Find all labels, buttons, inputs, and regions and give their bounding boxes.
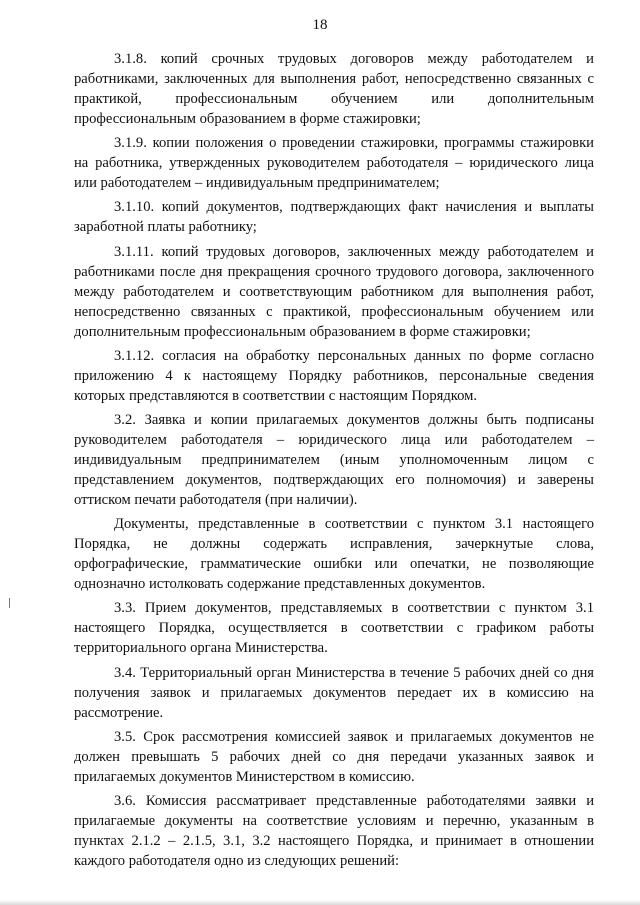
paragraph-3-5: 3.5. Срок рассмотрения комиссией заявок и прилагаемых документов не должен превышать 5 рабочих дней со дня передачи указанных заявок и прилагаемых документов Министерством в комиссию. bbox=[74, 728, 594, 785]
paragraph-3-1-8: 3.1.8. копий срочных трудовых договоров между работодателем и работниками, заключенных для выполнения работ, непосредственно связанных с практикой, профессиональным обучением или дополнительным профессиональным образованием в форме стажировки; bbox=[74, 51, 594, 127]
document-body bbox=[74, 49, 594, 871]
paragraph-3-4: 3.4. Территориальный орган Министерства в течение 5 рабочих дней со дня получения заявок и прилагаемых документов передает их в комиссию на рассмотрение. bbox=[74, 664, 594, 721]
paragraph-3-2: 3.2. Заявка и копии прилагаемых документов должны быть подписаны руководителем работодателя – юридического лица или работодателем – индивидуальным предпринимателем (иным уполномоченным лицом с представлением документов, подтверждающих его полномочия) и заверены оттиском печати работодателя (при наличии). bbox=[74, 411, 594, 508]
scan-bottom-edge bbox=[0, 900, 640, 905]
paragraph-documents-requirements: Документы, представленные в соответствии с пунктом 3.1 настоящего Порядка, не должны содержать исправления, зачеркнутые слова, орфографические, грамматические ошибки или опечатки, не позволяющие однозначно истолковать содержание представленных документов. bbox=[74, 516, 594, 593]
paragraph-3-3: 3.3. Прием документов, представляемых в соответствии с пунктом 3.1 настоящего Порядка, осуществляется в соответствии с графиком работы территориального органа Министерства. bbox=[74, 600, 594, 657]
scan-margin-mark bbox=[9, 598, 10, 608]
page-number: 18 bbox=[312, 17, 328, 33]
paragraph-3-6: 3.6. Комиссия рассматривает представленные работодателями заявки и прилагаемые документы на соответствие условиям и перечню, указанным в пунктах 2.1.2 – 2.1.5, 3.1, 3.2 настоящего Порядка, и принимает в отношении каждого работодателя одно из следующих решений: bbox=[74, 792, 594, 869]
paragraph-3-1-12: 3.1.12. согласия на обработку персональных данных по форме согласно приложению 4 к настоящему Порядку работников, персональные сведения которых представляются в соответствии с настоящим Порядком. bbox=[74, 347, 594, 404]
paragraph-3-1-9: 3.1.9. копии положения о проведении стажировки, программы стажировки на работника, утвержденных руководителем работодателя – юридического лица или работодателем – индивидуальным предпринимателем; bbox=[74, 135, 594, 192]
paragraph-3-1-10: 3.1.10. копий документов, подтверждающих факт начисления и выплаты заработной платы работнику; bbox=[74, 199, 594, 236]
paragraph-3-1-11: 3.1.11. копий трудовых договоров, заключенных между работодателем и работниками после дня прекращения срочного трудового договора, заключенного между работодателем и соответствующим работником для выполнения работ, непосредственно связанных с практикой, профессиональным обучением или дополнительным профессиональным образованием в форме стажировки; bbox=[74, 243, 594, 340]
